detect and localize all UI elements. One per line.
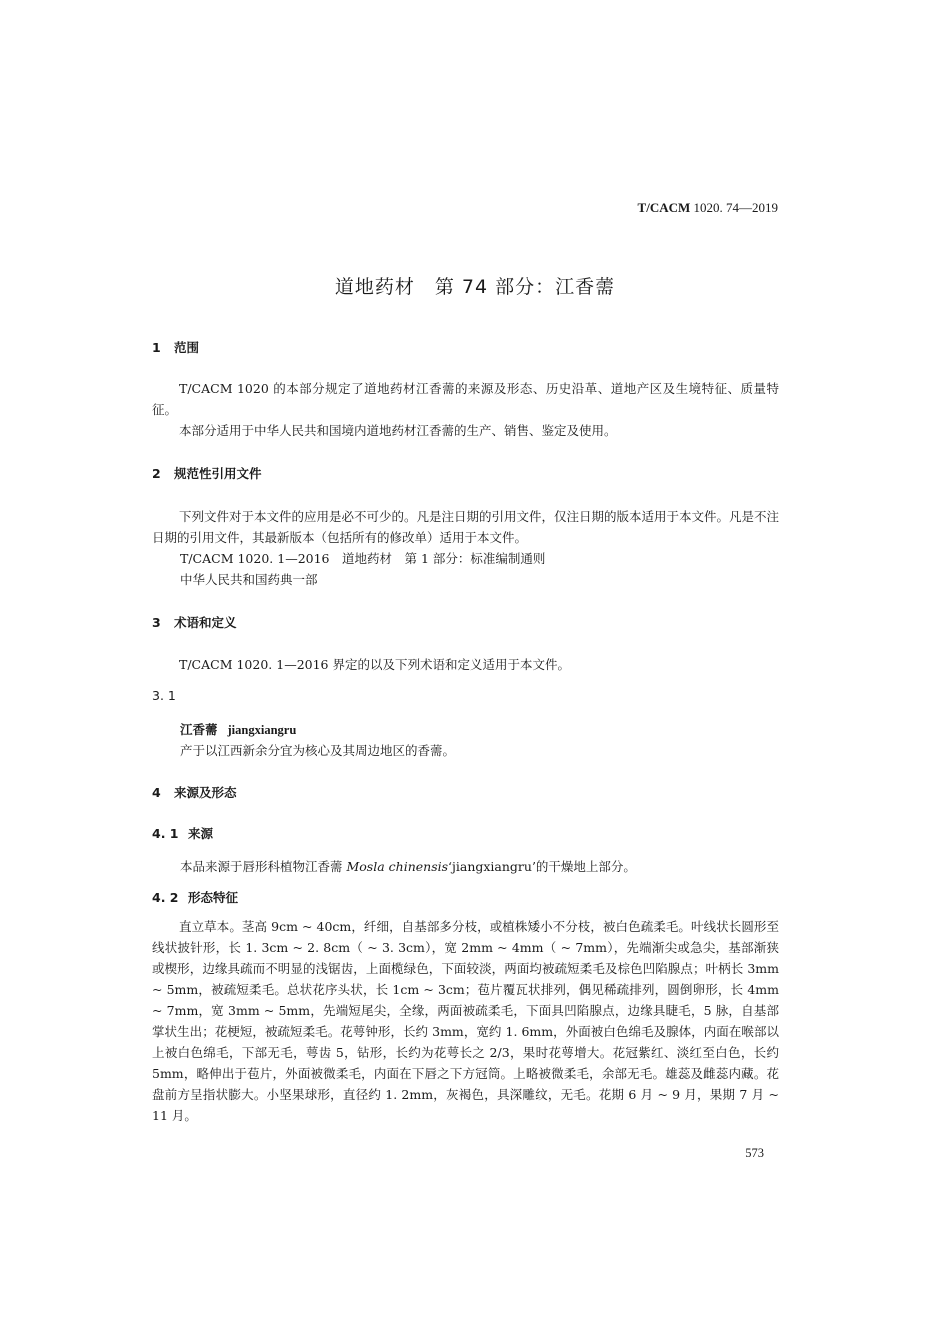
section-1-paragraph-2: 本部分适用于中华人民共和国境内道地药材江香薷的生产、销售、鉴定及使用。 xyxy=(179,423,617,438)
page-number: 573 xyxy=(745,1146,764,1160)
section-3-heading xyxy=(152,613,237,631)
section-number: 4 xyxy=(152,785,161,800)
subsection-number: 4. 2 xyxy=(152,890,179,905)
subsection-number: 4. 1 xyxy=(152,826,179,841)
subsection-title: 形态特征 xyxy=(188,890,239,905)
subsection-4-2-heading xyxy=(152,888,238,906)
section-2-paragraph-1: 下列文件对于本文件的应用是必不可少的。凡是注日期的引用文件，仅注日期的版本适用于本文件。凡是不注日期的引用文件，其最新版本（包括所有的修改单）适用于本文件。 xyxy=(152,509,780,545)
section-3-paragraph-1: T/CACM 1020. 1—2016 界定的以及下列术语和定义适用于本文件。 xyxy=(179,657,570,672)
term-entry xyxy=(180,720,296,738)
morphology-paragraph: 直立草本。茎高 9cm ~ 40cm，纤细，自基部多分枝，或植株矮小不分枝，被白色疏柔毛。叶线状长圆形至线状披针形，长 1. 3cm ~ 2. 8cm（ ~ 3. 3cm），宽 2mm ~ 4mm（ ~ 7mm），先端渐尖或急尖，基部渐狭或楔形，边缘具疏而不明显的浅锯齿，上面榄绿色，下面较淡，两面均被疏短柔毛及棕色凹陷腺点；叶柄长 3mm ~ 5mm，被疏短柔毛。总状花序头状，长 1cm ~ 3cm；苞片覆瓦状排列，偶见稀疏排列，圆倒卵形，长 4mm ~ 7mm，宽 3mm ~ 5mm，先端短尾尖，全缘，两面被疏柔毛，下面具凹陷腺点，边缘具睫毛，5 脉，自基部掌状生出；花梗短，被疏短柔毛。花萼钟形，长约 3mm，宽约 1. 6mm，外面被白色绵毛及腺体，内面在喉部以上被白色绵毛，下部无毛，萼齿 5，钻形，长约为花萼长之 2/3，果时花萼增大。花冠紫红、淡红至白色，长约 5mm，略伸出于苞片，外面被微柔毛，内面在下唇之下方冠筒。上略被微柔毛，余部无毛。雄蕊及雌蕊内藏。花盘前方呈指状膨大。小坚果球形，直径约 1. 2mm，灰褐色，具深雕纹，无毛。花期 6 月 ~ 9 月，果期 7 月 ~ 11 月。 xyxy=(152,919,779,1123)
reference-1: T/CACM 1020. 1—2016 道地药材 第 1 部分：标准编制通则 xyxy=(180,551,546,566)
document-title: 道地药材 第 74 部分：江香薷 xyxy=(334,276,616,298)
section-4-heading xyxy=(152,783,237,801)
source-paragraph xyxy=(180,857,636,875)
section-number: 2 xyxy=(152,466,161,481)
section-title: 范围 xyxy=(174,340,200,355)
source-text-pre: 本品来源于唇形科植物江香薷 xyxy=(180,859,347,874)
subsection-number: 3. 1 xyxy=(152,688,176,703)
section-title: 术语和定义 xyxy=(174,615,237,630)
reference-2: 中华人民共和国药典一部 xyxy=(180,572,318,587)
standard-prefix: T/CACM xyxy=(637,200,691,215)
subsection-4-1-heading xyxy=(152,824,213,842)
section-2-heading xyxy=(152,464,262,482)
subsection-title: 来源 xyxy=(188,826,214,841)
subsection-3-1-heading xyxy=(152,688,176,703)
section-1-paragraph-1: T/CACM 1020 的本部分规定了道地药材江香薷的来源及形态、历史沿革、道地产区及生境特征、质量特征。 xyxy=(152,381,779,417)
latin-name: Mosla chinensis xyxy=(346,859,449,874)
standard-number xyxy=(638,200,778,216)
term-definition: 产于以江西新余分宜为核心及其周边地区的香薷。 xyxy=(180,743,456,758)
section-number: 1 xyxy=(152,340,161,355)
standard-code: 1020. 74—2019 xyxy=(690,200,778,215)
section-title: 来源及形态 xyxy=(174,785,237,800)
section-title: 规范性引用文件 xyxy=(174,466,262,481)
section-number: 3 xyxy=(152,615,161,630)
source-text-post: ‘jiangxiangru’的干燥地上部分。 xyxy=(448,859,636,874)
term-english: jiangxiangru xyxy=(227,723,297,737)
term-chinese: 江香薷 xyxy=(180,722,218,737)
section-1-heading xyxy=(152,338,199,356)
